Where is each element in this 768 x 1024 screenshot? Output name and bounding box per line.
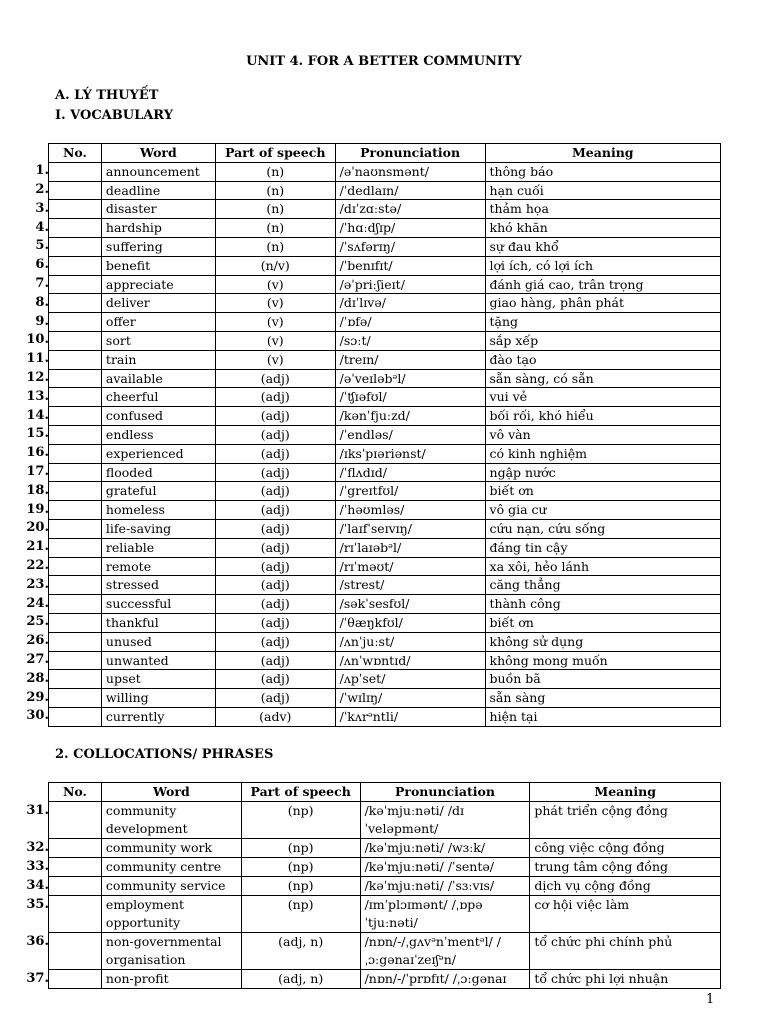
header-word: Word: [101, 144, 215, 163]
row-number: 30.: [26, 708, 49, 724]
table-row: [49, 802, 721, 839]
no-cell: [49, 369, 102, 388]
pos-cell: (np): [241, 877, 360, 896]
no-cell: [49, 839, 102, 858]
table-row: [49, 200, 721, 219]
meaning-cell: biết ơn: [485, 613, 720, 632]
row-number: 4.: [35, 219, 49, 235]
row-number: 11.: [26, 351, 49, 367]
word-cell: hardship: [101, 219, 215, 238]
pos-cell: (adj): [215, 501, 335, 520]
row-number: 15.: [26, 426, 49, 442]
no-cell: [49, 802, 102, 839]
no-cell: [49, 444, 102, 463]
page-title: UNIT 4. FOR A BETTER COMMUNITY: [246, 54, 522, 69]
pronunciation-cell: /rɪˈməʊt/: [335, 557, 485, 576]
row-number: 26.: [26, 633, 49, 649]
pos-cell: (n): [215, 181, 335, 200]
word-cell: unused: [101, 632, 215, 651]
row-number: 12.: [26, 370, 49, 386]
table-row: [49, 877, 721, 896]
page-number: 1: [706, 992, 715, 1007]
row-number: 34.: [26, 877, 49, 893]
pronunciation-cell: /treɪn/: [335, 350, 485, 369]
header-pronunciation: Pronunciation: [360, 783, 530, 802]
row-number: 16.: [26, 445, 49, 461]
pronunciation-cell: /səkˈsesfʊl/: [335, 595, 485, 614]
meaning-cell: sự đau khổ: [485, 237, 720, 256]
pronunciation-cell: /əˈveɪləbᵊl/: [335, 369, 485, 388]
table-row: [49, 482, 721, 501]
table-row: [49, 181, 721, 200]
header-no: No.: [49, 783, 102, 802]
word-cell: upset: [101, 670, 215, 689]
pos-cell: (adj): [215, 407, 335, 426]
pos-cell: (v): [215, 294, 335, 313]
no-cell: [49, 576, 102, 595]
pos-cell: (v): [215, 313, 335, 332]
pos-cell: (adj): [215, 557, 335, 576]
word-cell: confused: [101, 407, 215, 426]
pos-cell: (n): [215, 162, 335, 181]
row-number: 14.: [26, 407, 49, 423]
pronunciation-cell: /ˈdedlaɪn/: [335, 181, 485, 200]
meaning-cell: đào tạo: [485, 350, 720, 369]
pronunciation-cell: /ˈgreɪtfʊl/: [335, 482, 485, 501]
meaning-cell: căng thẳng: [485, 576, 720, 595]
no-cell: [49, 313, 102, 332]
table-row: [49, 839, 721, 858]
no-cell: [49, 482, 102, 501]
pronunciation-cell: /ˈlaɪfˈseɪvɪŋ/: [335, 519, 485, 538]
word-cell: successful: [101, 595, 215, 614]
pos-cell: (adj): [215, 689, 335, 708]
pos-cell: (adj): [215, 369, 335, 388]
word-cell: willing: [101, 689, 215, 708]
row-number: 33.: [26, 858, 49, 874]
pronunciation-cell: /ˈwɪlɪŋ/: [335, 689, 485, 708]
word-cell: community development: [101, 802, 241, 839]
table-row: [49, 162, 721, 181]
no-cell: [49, 651, 102, 670]
meaning-cell: phát triển cộng đồng: [530, 802, 721, 839]
pos-cell: (np): [241, 858, 360, 877]
word-cell: homeless: [101, 501, 215, 520]
table-row: [49, 275, 721, 294]
meaning-cell: vô vàn: [485, 425, 720, 444]
meaning-cell: ngập nước: [485, 463, 720, 482]
pronunciation-cell: /ˈɒfə/: [335, 313, 485, 332]
word-cell: unwanted: [101, 651, 215, 670]
pos-cell: (adj): [215, 425, 335, 444]
pronunciation-cell: /ˈhɑːdʃɪp/: [335, 219, 485, 238]
header-no: No.: [49, 144, 102, 163]
pos-cell: (adj): [215, 595, 335, 614]
pronunciation-cell: /ʌpˈset/: [335, 670, 485, 689]
meaning-cell: công việc cộng đồng: [530, 839, 721, 858]
no-cell: [49, 256, 102, 275]
table-row: [49, 294, 721, 313]
row-number: 22.: [26, 558, 49, 574]
table-row: [49, 256, 721, 275]
meaning-cell: khó khăn: [485, 219, 720, 238]
pronunciation-cell: /ɪmˈplɔɪmənt/ /ˌɒpəˈtjuːnəti/: [360, 896, 530, 933]
meaning-cell: có kinh nghiệm: [485, 444, 720, 463]
table-row: [49, 651, 721, 670]
meaning-cell: tặng: [485, 313, 720, 332]
section-heading-theory: A. LÝ THUYẾT: [55, 88, 159, 103]
word-cell: train: [101, 350, 215, 369]
pos-cell: (adj): [215, 670, 335, 689]
table-row: [49, 237, 721, 256]
pos-cell: (v): [215, 350, 335, 369]
no-cell: [49, 557, 102, 576]
table-row: [49, 595, 721, 614]
no-cell: [49, 350, 102, 369]
table-row: [49, 388, 721, 407]
pos-cell: (n): [215, 237, 335, 256]
row-number: 23.: [26, 576, 49, 592]
header-pos: Part of speech: [215, 144, 335, 163]
meaning-cell: cứu nạn, cứu sống: [485, 519, 720, 538]
row-number: 7.: [35, 276, 49, 292]
section-heading-collocations: 2. COLLOCATIONS/ PHRASES: [55, 747, 274, 762]
pronunciation-cell: /ˈkʌrᵊntli/: [335, 707, 485, 726]
pronunciation-cell: /kəˈmjuːnəti/ /dɪˈveləpmənt/: [360, 802, 530, 839]
meaning-cell: thảm họa: [485, 200, 720, 219]
row-number: 27.: [26, 652, 49, 668]
word-cell: community centre: [101, 858, 241, 877]
meaning-cell: không sử dụng: [485, 632, 720, 651]
no-cell: [49, 896, 102, 933]
meaning-cell: sẵn sàng, có sẵn: [485, 369, 720, 388]
pronunciation-cell: /ˈflʌdɪd/: [335, 463, 485, 482]
row-number: 10.: [26, 332, 49, 348]
pos-cell: (adv): [215, 707, 335, 726]
pronunciation-cell: /ʌnˈjuːst/: [335, 632, 485, 651]
pos-cell: (n): [215, 200, 335, 219]
table-row: [49, 576, 721, 595]
pronunciation-cell: /ɪksˈpɪəriənst/: [335, 444, 485, 463]
pronunciation-cell: /nɒn/-/ˌgʌvᵊnˈmentᵊl/ /ˌɔːgənaɪˈzeɪʃᵊn/: [360, 933, 530, 970]
no-cell: [49, 858, 102, 877]
word-cell: remote: [101, 557, 215, 576]
meaning-cell: sẵn sàng: [485, 689, 720, 708]
no-cell: [49, 407, 102, 426]
table-header-row: [49, 144, 721, 163]
word-cell: sort: [101, 331, 215, 350]
meaning-cell: đánh giá cao, trân trọng: [485, 275, 720, 294]
word-cell: endless: [101, 425, 215, 444]
pos-cell: (n): [215, 219, 335, 238]
pronunciation-cell: /kəˈmjuːnəti/ /wɜːk/: [360, 839, 530, 858]
table-row: [49, 407, 721, 426]
word-cell: community service: [101, 877, 241, 896]
word-cell: stressed: [101, 576, 215, 595]
row-number: 1.: [35, 163, 49, 179]
row-number: 29.: [26, 689, 49, 705]
row-number: 35.: [26, 896, 49, 912]
row-number: 19.: [26, 501, 49, 517]
table-row: [49, 369, 721, 388]
row-number: 9.: [35, 313, 49, 329]
meaning-cell: tổ chức phi lợi nhuận: [530, 970, 721, 989]
meaning-cell: vô gia cư: [485, 501, 720, 520]
no-cell: [49, 237, 102, 256]
table-header-row: [49, 783, 721, 802]
word-cell: deadline: [101, 181, 215, 200]
no-cell: [49, 275, 102, 294]
table-row: [49, 331, 721, 350]
word-cell: deliver: [101, 294, 215, 313]
meaning-cell: giao hàng, phân phát: [485, 294, 720, 313]
pronunciation-cell: /əˈpriːʃieɪt/: [335, 275, 485, 294]
header-meaning: Meaning: [485, 144, 720, 163]
header-pronunciation: Pronunciation: [335, 144, 485, 163]
header-meaning: Meaning: [530, 783, 721, 802]
table-row: [49, 632, 721, 651]
pos-cell: (adj): [215, 613, 335, 632]
meaning-cell: thành công: [485, 595, 720, 614]
pos-cell: (n/v): [215, 256, 335, 275]
word-cell: offer: [101, 313, 215, 332]
row-number: 31.: [26, 802, 49, 818]
no-cell: [49, 219, 102, 238]
table-row: [49, 858, 721, 877]
meaning-cell: lợi ích, có lợi ích: [485, 256, 720, 275]
row-number: 5.: [35, 238, 49, 254]
meaning-cell: trung tâm cộng đồng: [530, 858, 721, 877]
no-cell: [49, 181, 102, 200]
meaning-cell: không mong muốn: [485, 651, 720, 670]
row-number: 25.: [26, 614, 49, 630]
pronunciation-cell: /ˈhəʊmləs/: [335, 501, 485, 520]
pos-cell: (adj, n): [241, 933, 360, 970]
meaning-cell: sắp xếp: [485, 331, 720, 350]
meaning-cell: cơ hội việc làm: [530, 896, 721, 933]
pos-cell: (np): [241, 802, 360, 839]
no-cell: [49, 632, 102, 651]
table-row: [49, 557, 721, 576]
row-number: 36.: [26, 933, 49, 949]
table-row: [49, 613, 721, 632]
pronunciation-cell: /ˈbenɪfɪt/: [335, 256, 485, 275]
word-cell: reliable: [101, 538, 215, 557]
word-cell: life-saving: [101, 519, 215, 538]
no-cell: [49, 200, 102, 219]
pos-cell: (adj): [215, 632, 335, 651]
no-cell: [49, 331, 102, 350]
pronunciation-cell: /sɔːt/: [335, 331, 485, 350]
word-cell: non-profit: [101, 970, 241, 989]
pos-cell: (adj, n): [241, 970, 360, 989]
word-cell: thankful: [101, 613, 215, 632]
pos-cell: (adj): [215, 463, 335, 482]
pos-cell: (np): [241, 839, 360, 858]
row-number: 24.: [26, 595, 49, 611]
pronunciation-cell: /nɒn/-/ˈprɒfɪt/ /ˌɔːgənaɪ: [360, 970, 530, 989]
word-cell: currently: [101, 707, 215, 726]
no-cell: [49, 463, 102, 482]
word-cell: suffering: [101, 237, 215, 256]
word-cell: cheerful: [101, 388, 215, 407]
pronunciation-cell: /əˈnaʊnsmənt/: [335, 162, 485, 181]
collocations-table: [48, 782, 721, 989]
meaning-cell: buồn bã: [485, 670, 720, 689]
table-row: [49, 425, 721, 444]
word-cell: grateful: [101, 482, 215, 501]
pos-cell: (np): [241, 896, 360, 933]
table-row: [49, 970, 721, 989]
no-cell: [49, 689, 102, 708]
word-cell: community work: [101, 839, 241, 858]
row-number: 2.: [35, 182, 49, 198]
vocabulary-table: [48, 143, 721, 727]
table-row: [49, 670, 721, 689]
table-row: [49, 444, 721, 463]
row-number: 37.: [26, 970, 49, 986]
row-number: 6.: [35, 257, 49, 273]
no-cell: [49, 162, 102, 181]
meaning-cell: xa xôi, hẻo lánh: [485, 557, 720, 576]
no-cell: [49, 877, 102, 896]
row-number: 13.: [26, 388, 49, 404]
table-row: [49, 896, 721, 933]
word-cell: non-governmental organisation: [101, 933, 241, 970]
meaning-cell: đáng tin cậy: [485, 538, 720, 557]
meaning-cell: hiện tại: [485, 707, 720, 726]
pronunciation-cell: /kəˈmjuːnəti/ /ˈsentə/: [360, 858, 530, 877]
word-cell: employment opportunity: [101, 896, 241, 933]
word-cell: disaster: [101, 200, 215, 219]
row-number: 18.: [26, 482, 49, 498]
table-row: [49, 707, 721, 726]
no-cell: [49, 538, 102, 557]
pos-cell: (adj): [215, 444, 335, 463]
row-number: 21.: [26, 539, 49, 555]
table-row: [49, 538, 721, 557]
meaning-cell: thông báo: [485, 162, 720, 181]
pronunciation-cell: /ˈsʌfərɪŋ/: [335, 237, 485, 256]
no-cell: [49, 519, 102, 538]
no-cell: [49, 388, 102, 407]
meaning-cell: hạn cuối: [485, 181, 720, 200]
pronunciation-cell: /ˈendləs/: [335, 425, 485, 444]
pos-cell: (adj): [215, 388, 335, 407]
pronunciation-cell: /ˈθæŋkfʊl/: [335, 613, 485, 632]
word-cell: appreciate: [101, 275, 215, 294]
pos-cell: (v): [215, 331, 335, 350]
pos-cell: (adj): [215, 482, 335, 501]
word-cell: available: [101, 369, 215, 388]
pronunciation-cell: /strest/: [335, 576, 485, 595]
pos-cell: (adj): [215, 651, 335, 670]
table-row: [49, 519, 721, 538]
no-cell: [49, 670, 102, 689]
meaning-cell: dịch vụ cộng đồng: [530, 877, 721, 896]
table-row: [49, 689, 721, 708]
pos-cell: (adj): [215, 538, 335, 557]
no-cell: [49, 613, 102, 632]
pos-cell: (adj): [215, 519, 335, 538]
table-row: [49, 350, 721, 369]
no-cell: [49, 595, 102, 614]
pronunciation-cell: /kənˈfjuːzd/: [335, 407, 485, 426]
table-row: [49, 933, 721, 970]
word-cell: experienced: [101, 444, 215, 463]
table-row: [49, 463, 721, 482]
pos-cell: (v): [215, 275, 335, 294]
meaning-cell: biết ơn: [485, 482, 720, 501]
row-number: 20.: [26, 520, 49, 536]
table-row: [49, 313, 721, 332]
row-number: 32.: [26, 839, 49, 855]
no-cell: [49, 707, 102, 726]
table-row: [49, 501, 721, 520]
no-cell: [49, 425, 102, 444]
no-cell: [49, 970, 102, 989]
section-heading-vocabulary: I. VOCABULARY: [55, 108, 173, 123]
pronunciation-cell: /dɪˈlɪvə/: [335, 294, 485, 313]
header-word: Word: [101, 783, 241, 802]
header-pos: Part of speech: [241, 783, 360, 802]
row-number: 3.: [35, 200, 49, 216]
pronunciation-cell: /kəˈmjuːnəti/ /ˈsɜːvɪs/: [360, 877, 530, 896]
pronunciation-cell: /ʌnˈwɒntɪd/: [335, 651, 485, 670]
pronunciation-cell: /dɪˈzɑːstə/: [335, 200, 485, 219]
word-cell: announcement: [101, 162, 215, 181]
row-number: 28.: [26, 670, 49, 686]
word-cell: flooded: [101, 463, 215, 482]
meaning-cell: tổ chức phi chính phủ: [530, 933, 721, 970]
row-number: 17.: [26, 464, 49, 480]
no-cell: [49, 933, 102, 970]
row-number: 8.: [35, 294, 49, 310]
meaning-cell: bối rối, khó hiểu: [485, 407, 720, 426]
meaning-cell: vui vẻ: [485, 388, 720, 407]
pronunciation-cell: /rɪˈlaɪəbᵊl/: [335, 538, 485, 557]
no-cell: [49, 501, 102, 520]
word-cell: benefit: [101, 256, 215, 275]
table-row: [49, 219, 721, 238]
pronunciation-cell: /ˈʧɪəfʊl/: [335, 388, 485, 407]
no-cell: [49, 294, 102, 313]
pos-cell: (adj): [215, 576, 335, 595]
